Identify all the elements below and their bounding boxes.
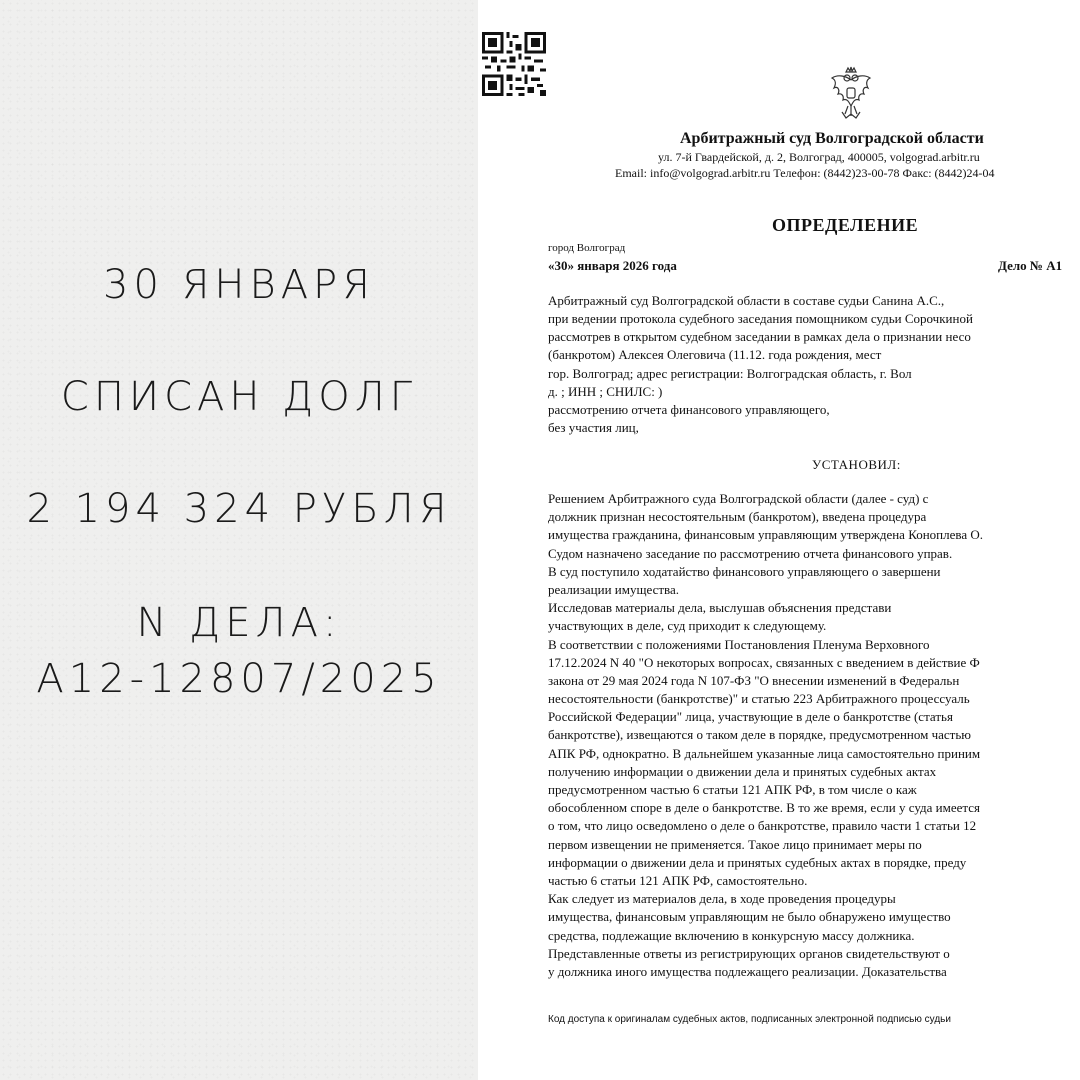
established-heading: УСТАНОВИЛ: — [812, 457, 901, 472]
body-line: частью 6 статьи 121 АПК РФ, самостоятельно. — [548, 873, 808, 888]
court-address: ул. 7-й Гвардейской, д. 2, Волгоград, 400005, volgograd.arbitr.ru — [658, 150, 980, 164]
qr-code-icon — [482, 32, 546, 96]
court-contacts: Email: info@volgograd.arbitr.ru Телефон: (8442)23-00-78 Факс: (8442)24-04 — [615, 166, 995, 180]
headline-panel — [0, 0, 478, 1080]
coat-of-arms-icon — [828, 66, 874, 122]
body-line: первом извещении не применяется. Такое лицо принимает меры по — [548, 837, 922, 852]
body-line: имущества, финансовым управляющим не было обнаружено имущество — [548, 909, 951, 924]
headline-case-number: А12-12807/2025 — [36, 656, 442, 702]
body-line: 17.12.2024 N 40 "О некоторых вопросах, связанных с введением в действие Ф — [548, 655, 980, 670]
body-line: участвующих в деле, суд приходит к следующему. — [548, 618, 827, 633]
headline-date: 30 ЯНВАРЯ — [103, 262, 375, 308]
body-line: реализации имущества. — [548, 582, 680, 597]
body-line: обособленном споре в деле о банкротстве. В то же время, если у суда имеется — [548, 800, 980, 815]
intro-line: рассмотрев в открытом судебном заседании в рамках дела о признании несо — [548, 329, 971, 344]
headline-amount: 2 194 324 РУБЛЯ — [26, 486, 452, 532]
intro-line: рассмотрению отчета финансового управляющего, — [548, 402, 830, 417]
body-line: информации о движении дела и принятых судебных актах в порядке, преду — [548, 855, 967, 870]
intro-line: без участия лиц, — [548, 420, 639, 435]
body-line: предусмотренном частью 6 статьи 121 АПК РФ, в том числе о каж — [548, 782, 917, 797]
body-line: Решением Арбитражного суда Волгоградской области (далее - суд) с — [548, 491, 929, 506]
body-line: должник признан несостоятельным (банкротом), введена процедура — [548, 509, 927, 524]
body-line: Исследовав материалы дела, выслушав объяснения представи — [548, 600, 892, 615]
intro-line: гор. Волгоград; адрес регистрации: Волгоградская область, г. Вол — [548, 366, 912, 381]
body-line: В суд поступило ходатайство финансового управляющего о завершени — [548, 564, 941, 579]
body-line: получению информации о движении дела и принятых судебных актах — [548, 764, 937, 779]
body-line: банкротстве), извещаются о таком деле в порядке, предусмотренном частью — [548, 727, 972, 742]
body-line: Как следует из материалов дела, в ходе проведения процедуры — [548, 891, 896, 906]
body-line: Представленные ответы из регистрирующих органов свидетельствуют о — [548, 946, 950, 961]
intro-line: д. ; ИНН ; СНИЛС: ) — [548, 384, 663, 399]
body-line: закона от 29 мая 2024 года N 107-ФЗ "О внесении изменений в Федеральн — [548, 673, 960, 688]
intro-line: (банкротом) Алексея Олеговича (11.12. года рождения, мест — [548, 347, 882, 362]
body-line: у должника иного имущества подлежащего реализации. Доказательства — [548, 964, 947, 979]
headline-case-label: N ДЕЛА: — [136, 600, 342, 646]
intro-line: Арбитражный суд Волгоградской области в составе судьи Санина А.С., — [548, 293, 945, 308]
body-line: имущества гражданина, финансовым управляющим утверждена Коноплева О. — [548, 527, 984, 542]
headline-debt-written-off: СПИСАН ДОЛГ — [60, 374, 418, 420]
document-type-heading: ОПРЕДЕЛЕНИЕ — [772, 215, 919, 235]
document-city: город Волгоград — [548, 242, 626, 254]
body-line: о том, что лицо осведомлено о деле о банкротстве, правило части 1 статьи 12 — [548, 818, 977, 833]
intro-line: при ведении протокола судебного заседания помощником судьи Сорочкиной — [548, 311, 973, 326]
body-line: Российской Федерации" лица, участвующие в деле о банкротстве (статья — [548, 709, 953, 724]
case-number-label: Дело № А1 — [998, 258, 1063, 273]
body-line: АПК РФ, однократно. В дальнейшем указанные лица самостоятельно приним — [548, 746, 981, 761]
court-title: Арбитражный суд Волгоградской области — [680, 130, 984, 147]
body-line: В соответствии с положениями Постановления Пленума Верховного — [548, 637, 930, 652]
body-line: несостоятельности (банкротстве)" и статью 223 Арбитражного процессуаль — [548, 691, 970, 706]
body-line: Судом назначено заседание по рассмотрению отчета финансового управ. — [548, 546, 953, 561]
document-date: «30» января 2026 года — [548, 258, 677, 273]
access-code-footer: Код доступа к оригиналам судебных актов, подписанных электронной подписью судьи — [548, 1014, 951, 1025]
body-line: средства, подлежащие включению в конкурсную массу должника. — [548, 928, 915, 943]
court-document — [478, 0, 1080, 1080]
